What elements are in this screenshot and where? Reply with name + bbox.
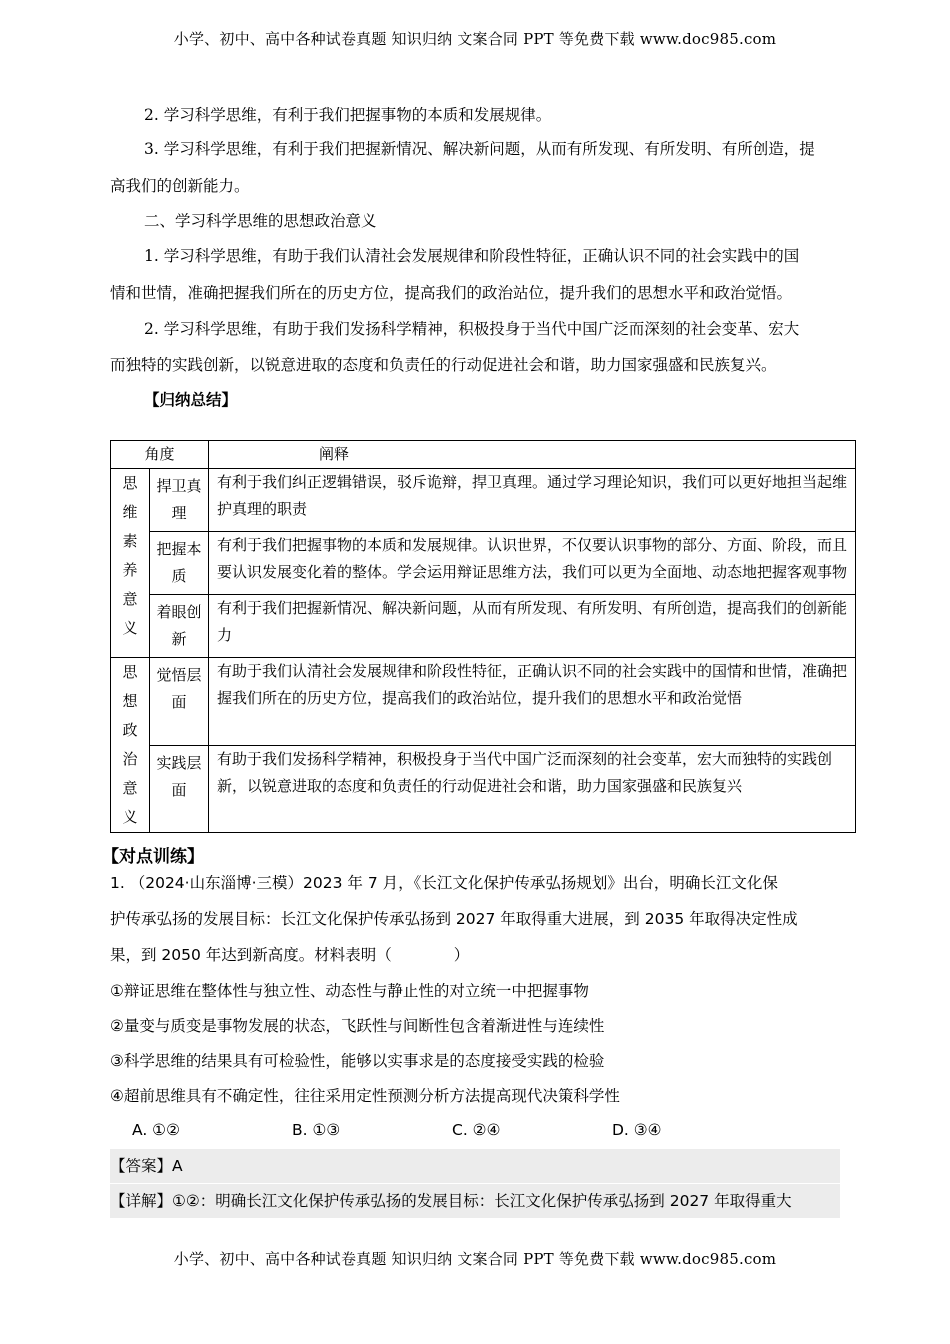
row-text: 有利于我们纠正逻辑错误，驳斥诡辩，捍卫真理。通过学习理论知识，我们可以更好地担当起维护真理的职责 [209,469,856,532]
row-sub-label: 捍卫真理 [150,469,209,532]
row-text: 有利于我们把握事物的本质和发展规律。认识世界，不仅要认识事物的部分、方面、阶段，而且要认识发展变化着的整体。学会运用辩证思维方法，我们可以更为全面地、动态地把握客观事物 [209,532,856,595]
option-b[interactable]: B. ①③ [292,1121,341,1139]
paragraph: 而独特的实践创新，以锐意进取的态度和负责任的行动促进社会和谐，助力国家强盛和民族复兴。 [110,356,777,374]
paragraph: 2. 学习科学思维，有助于我们发扬科学精神，积极投身于当代中国广泛而深刻的社会变革、宏大 [144,320,800,338]
summary-title: 【归纳总结】 [144,390,238,409]
statement-1: ①辩证思维在整体性与独立性、动态性与静止性的对立统一中把握事物 [110,982,589,1000]
page-footer: 小学、初中、高中各种试卷真题 知识归纳 文案合同 PPT 等免费下载 www.doc985.com [173,1250,777,1268]
paragraph: 情和世情，准确把握我们所在的历史方位，提高我们的政治站位，提升我们的思想水平和政治觉悟。 [110,284,793,302]
option-c[interactable]: C. ②④ [452,1121,501,1139]
row-text: 有助于我们发扬科学精神，积极投身于当代中国广泛而深刻的社会变革，宏大而独特的实践创新，以锐意进取的态度和负责任的行动促进社会和谐，助力国家强盛和民族复兴 [209,745,856,833]
training-title: 【对点训练】 [102,847,204,867]
table-row [111,532,856,595]
group-label-thinking: 思 维 素 养 意 义 [111,469,150,658]
table-row [111,595,856,658]
option-d[interactable]: D. ③④ [612,1121,662,1139]
paragraph: 高我们的创新能力。 [110,177,250,195]
table-row [111,658,856,746]
header-angle: 角度 [111,441,209,469]
statement-2: ②量变与质变是事物发展的状态，飞跃性与间断性包含着渐进性与连续性 [110,1017,605,1035]
question-text: 果，到 2050 年达到新高度。材料表明（ ） [110,946,470,964]
group-label-political: 思 想 政 治 意 义 [111,658,150,833]
row-text: 有助于我们认清社会发展规律和阶段性特征，正确认识不同的社会实践中的国情和世情，准确把握我们所在的历史方位，提高我们的政治站位，提升我们的思想水平和政治觉悟 [209,658,856,746]
option-a[interactable]: A. ①② [132,1121,180,1139]
paragraph: 1. 学习科学思维，有助于我们认清社会发展规律和阶段性特征，正确认识不同的社会实践中的国 [144,247,800,265]
statement-3: ③科学思维的结果具有可检验性，能够以实事求是的态度接受实践的检验 [110,1052,605,1070]
row-sub-label: 实践层面 [150,745,209,833]
summary-table [110,440,856,833]
row-sub-label: 觉悟层面 [150,658,209,746]
section-heading: 二、学习科学思维的思想政治意义 [144,212,377,230]
row-text: 有利于我们把握新情况、解决新问题，从而有所发现、有所发明、有所创造，提高我们的创新能力 [209,595,856,658]
answer-text: 【答案】A [110,1157,183,1175]
options-row [132,1113,868,1147]
table-row [111,469,856,532]
question-text: 1. （2024·山东淄博·三模）2023 年 7 月，《长江文化保护传承弘扬规划》出台，明确长江文化保 [110,874,778,892]
row-sub-label: 着眼创新 [150,595,209,658]
row-sub-label: 把握本质 [150,532,209,595]
table-header-row [111,441,856,469]
table-row [111,745,856,833]
header-explain: 阐释 [209,441,856,469]
paragraph: 2. 学习科学思维，有利于我们把握事物的本质和发展规律。 [144,106,552,124]
statement-4: ④超前思维具有不确定性，往往采用定性预测分析方法提高现代决策科学性 [110,1087,620,1105]
question-text: 护传承弘扬的发展目标：长江文化保护传承弘扬到 2027 年取得重大进展，到 2035 年取得决定性成 [110,910,798,928]
paragraph: 3. 学习科学思维，有利于我们把握新情况、解决新问题，从而有所发现、有所发明、有所创造，提 [144,140,815,158]
detail-text: 【详解】①②：明确长江文化保护传承弘扬的发展目标：长江文化保护传承弘扬到 2027 年取得重大 [110,1192,792,1210]
page-header: 小学、初中、高中各种试卷真题 知识归纳 文案合同 PPT 等免费下载 www.doc985.com [173,30,777,48]
